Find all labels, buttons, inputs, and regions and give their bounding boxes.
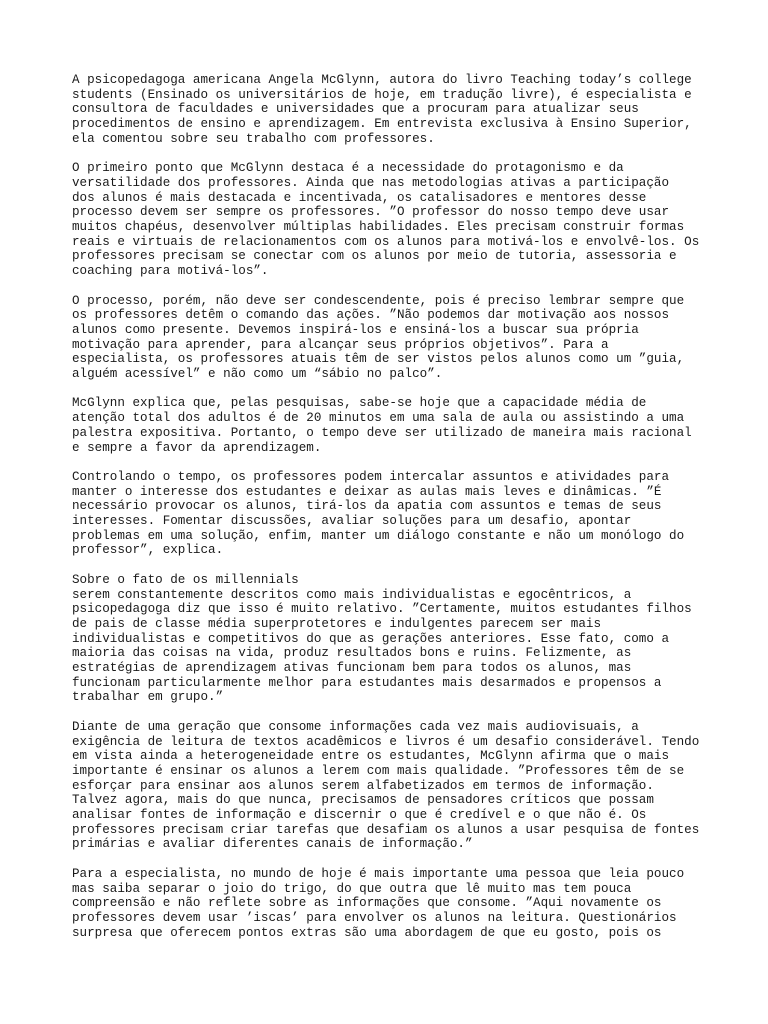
paragraph-protagonism: O primeiro ponto que McGlynn destaca é a necessidade do protagonismo e da versatilidade dos professores. Ainda que nas metodologias ativas a participação dos alunos é mais destacada e incentivada, os catalisadores e mentores desse processo devem ser sempre os professores. ”O professor do nosso tempo deve usar muitos chapéus, desenvolver múltiplas habilidades. Eles precisam construir formas reais e virtuais de relacionamentos com os alunos para motivá-los e envolvê-los. Os professores precisam se conectar com os alunos por meio de tutoria, assessoria e coaching para motivá-los”. (72, 161, 700, 279)
paragraph-attention: McGlynn explica que, pelas pesquisas, sabe-se hoje que a capacidade média de atenção total dos adultos é de 20 minutos em uma sala de aula ou assistindo a uma palestra expositiva. Portanto, o tempo deve ser utilizado de maneira mais racional e sempre a favor da aprendizagem. (72, 396, 692, 455)
paragraph-specialist: Para a especialista, no mundo de hoje é mais importante uma pessoa que leia pouco mas saiba separar o joio do trigo, do que outra que lê muito mas tem pouca compreensão e não reflete sobre as informações que consome. ”Aqui novamente os professores devem usar ’iscas’ para envolver os alunos na leitura. Questionários surpresa que oferecem pontos extras são uma abordagem de que eu gosto, pois os (72, 866, 685, 940)
paragraph-millennials: Sobre o fato de os millennials serem constantemente descritos como mais individualistas e egocêntricos, a psicopedagoga diz que isso é muito relativo. ”Certamente, muitos estudantes filhos de pais de classe média superprotetores e indulgentes parecem ser mais individualistas e competitivos do que as gerações anteriores. Esse fato, como a maioria das coisas na vida, produz resultados bons e ruins. Felizmente, as estratégias de aprendizagem ativas funcionam bem para todos os alunos, mas funcionam particularmente melhor para estudantes mais desarmados e propensos a trabalhar em grupo.” (72, 572, 692, 705)
paragraph-process: O processo, porém, não deve ser condescendente, pois é preciso lembrar sempre que os professores detêm o comando das ações. ”Não podemos dar motivação aos nossos alunos como presente. Devemos inspirá-los e ensiná-los a buscar sua própria motivação para aprender, para alcançar seus próprios objetivos”. Para a especialista, os professores atuais têm de ser vistos pelos alunos como um ”guia, alguém acessível” e não como um “sábio no palco”. (72, 293, 685, 382)
paragraph-reading: Diante de uma geração que consome informações cada vez mais audiovisuais, a exigência de leitura de textos acadêmicos e livros é um desafio considerável. Tendo em vista ainda a heterogeneidade entre os estudantes, McGlynn afirma que o mais importante é ensinar os alunos a lerem com mais qualidade. ”Professores têm de se esforçar para ensinar aos alunos serem alfabetizados em termos de informação. Talvez agora, mais do que nunca, precisamos de pensadores críticos que possam analisar fontes de informação e discernir o que é credível e o que não é. Os professores precisam criar tarefas que desafiam os alunos a usar pesquisa de fontes primárias e avaliar diferentes canais de informação.” (72, 719, 700, 852)
paragraph-time-control: Controlando o tempo, os professores podem intercalar assuntos e atividades para manter o interesse dos estudantes e deixar as aulas mais leves e dinâmicas. ”É necessário provocar os alunos, tirá-los da apatia com assuntos e temas de seus interesses. Fomentar discussões, avaliar soluções para um desafio, apontar problemas em uma solução, enfim, manter um diálogo constante e não um monólogo do professor”, explica. (72, 469, 685, 558)
paragraph-intro: A psicopedagoga americana Angela McGlynn, autora do livro Teaching today’s college students (Ensinado os universitários de hoje, em tradução livre), é especialista e consultora de faculdades e universidades que a procuram para atualizar seus procedimentos de ensino e aprendizagem. Em entrevista exclusiva à Ensino Superior, ela comentou sobre seu trabalho com professores. (72, 73, 692, 146)
document-page (72, 73, 712, 955)
